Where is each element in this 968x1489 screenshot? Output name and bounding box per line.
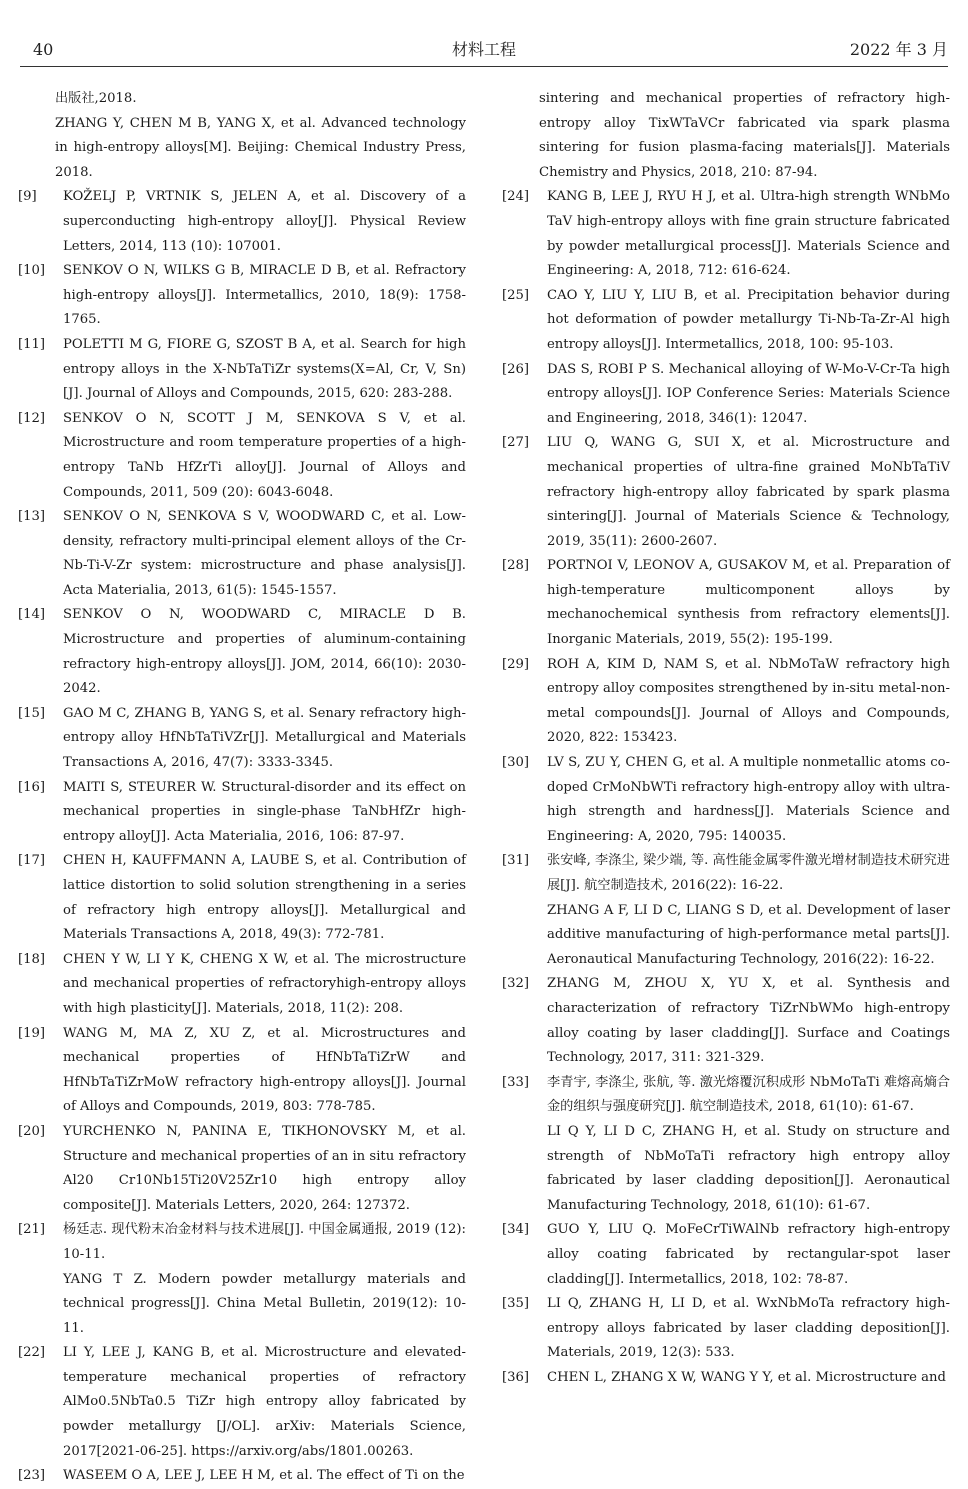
reference-number: [11] <box>18 336 46 352</box>
reference-entry <box>18 185 466 259</box>
reference-text: LI Q, ZHANG H, LI D, et al. WxNbMoTa refractory high-entropy alloys fabricated by laser cladding deposition[J]. Materials, 2019, 12(3): 533. <box>547 1296 950 1361</box>
reference-entry <box>502 284 950 358</box>
reference-text: CHEN Y W, LI Y K, CHENG X W, et al. The microstructure and mechanical properties of refractoryhigh-entropy alloys with high plasticity[J]. Materials, 2018, 11(2): 208. <box>63 951 466 1016</box>
reference-entry <box>502 1218 950 1292</box>
reference-text: SENKOV O N, WILKS G B, MIRACLE D B, et al. Refractory high-entropy alloys[J]. Intermetallics, 2010, 18(9): 1758-1765. <box>63 263 466 328</box>
reference-number: [24] <box>502 189 530 205</box>
reference-number: [36] <box>502 1369 530 1385</box>
reference-number: [32] <box>502 976 530 992</box>
reference-entry <box>502 185 950 283</box>
reference-number: [21] <box>18 1222 46 1238</box>
reference-text: SENKOV O N, WOODWARD C, MIRACLE D B. Microstructure and properties of aluminum-containing refractory high-entropy alloys[J]. JOM, 2014, 66(10): 2030-2042. <box>63 607 466 697</box>
reference-number: [10] <box>18 263 46 279</box>
reference-number: [31] <box>502 853 530 869</box>
reference-number: [9] <box>18 189 37 205</box>
reference-text: 杨廷志. 现代粉末冶金材料与技术进展[J]. 中国金属通报, 2019 (12): 10-11. <box>63 1222 466 1262</box>
reference-entry <box>18 407 466 505</box>
reference-text: LV S, ZU Y, CHEN G, et al. A multiple nonmetallic atoms co-doped CrMoNbWTi refractory high-entropy alloy with ultra-high strength and hardness[J]. Materials Science and Engineering: A, 2020, 795: 140035. <box>547 755 950 844</box>
reference-translation: ZHANG A F, LI D C, LIANG S D, et al. Development of laser additive manufacturing of high-performance metal parts[J]. Aeronautical Manufacturing Technology, 2016(22): 16-22. <box>547 902 950 967</box>
reference-entry <box>18 1022 466 1120</box>
reference-number: [16] <box>18 779 46 795</box>
reference-number: [19] <box>18 1025 46 1041</box>
reference-text: sintering and mechanical properties of refractory high-entropy alloy TixWTaVCr fabricated via spark plasma sintering for fusion plasma-facing materials[J]. Materials Chemistry and Physics, 2018, 210: 87-94. <box>539 91 950 180</box>
reference-number: [28] <box>502 558 530 574</box>
reference-text: LI Y, LEE J, KANG B, et al. Microstructure and elevated-temperature mechanical properties of refractory AlMo0.5NbTa0.5 TiZr high entropy alloy fabricated by powder metallurgy [J/OL]. arXiv: Materials Science, 2017[2021-06-25]. https://arxiv.org/abs/1801.00263. <box>63 1345 466 1459</box>
reference-number: [22] <box>18 1345 46 1361</box>
reference-text: 张安峰, 李涤尘, 梁少端, 等. 高性能金属零件激光增材制造技术研究进展[J]. 航空制造技术, 2016(22): 16-22. <box>547 853 950 893</box>
reference-translation: ZHANG Y, CHEN M B, YANG X, et al. Advanced technology in high-entropy alloys[M]. Beijing: Chemical Industry Press, 2018. <box>55 115 466 180</box>
reference-text: DAS S, ROBI P S. Mechanical alloying of W-Mo-V-Cr-Ta high entropy alloys[J]. IOP Conference Series: Materials Science and Engineering, 2018, 346(1): 12047. <box>547 361 950 426</box>
reference-text: POLETTI M G, FIORE G, SZOST B A, et al. Search for high entropy alloys in the X-NbTaTiZr systems(X=Al, Cr, V, Sn)[J]. Journal of Alloys and Compounds, 2015, 620: 283-288. <box>63 336 466 402</box>
reference-text: LIU Q, WANG G, SUI X, et al. Microstructure and mechanical properties of ultra-fine grained MoNbTaTiV refractory high-entropy alloy fabricated by spark plasma sintering[J]. Journal of Materials Science & Technology, 2019, 35(11): 2600-2607. <box>547 435 950 549</box>
reference-entry <box>18 259 466 333</box>
reference-entry <box>502 1292 950 1366</box>
reference-entry <box>18 702 466 776</box>
reference-entry <box>502 972 950 1070</box>
reference-number: [14] <box>18 607 46 623</box>
reference-text: KOŽELJ P, VRTNIK S, JELEN A, et al. Discovery of a superconducting high-entropy alloy[J]. Physical Review Letters, 2014, 113 (10): 107001. <box>63 189 466 254</box>
reference-entry <box>18 948 466 1022</box>
reference-text: CAO Y, LIU Y, LIU B, et al. Precipitation behavior during hot deformation of powder metallurgy Ti-Nb-Ta-Zr-Al high entropy alloys[J]. Intermetallics, 2018, 100: 95-103. <box>547 287 950 352</box>
reference-number: [25] <box>502 287 530 303</box>
reference-entry <box>502 431 950 554</box>
reference-entry <box>502 1071 950 1219</box>
reference-text: ZHANG M, ZHOU X, YU X, et al. Synthesis and characterization of refractory TiZrNbWMo high-entropy alloy coating by laser cladding[J]. Surface and Coatings Technology, 2017, 311: 321-329. <box>547 976 950 1066</box>
reference-number: [26] <box>502 361 530 377</box>
reference-text: MAITI S, STEURER W. Structural-disorder and its effect on mechanical properties in single-phase TaNbHfZr high-entropy alloy[J]. Acta Materialia, 2016, 106: 87-97. <box>63 779 466 844</box>
reference-entry <box>502 554 950 652</box>
header-rule <box>20 66 948 67</box>
reference-entry <box>502 751 950 849</box>
journal-title: 材料工程 <box>451 40 516 59</box>
reference-number: [15] <box>18 705 46 721</box>
page-number: 40 <box>33 40 54 59</box>
reference-entry <box>18 849 466 947</box>
reference-number: [17] <box>18 853 46 869</box>
reference-text: ROH A, KIM D, NAM S, et al. NbMoTaW refractory high entropy alloy composites strengthened by in-situ metal-non-metal compounds[J]. Journal of Alloys and Compounds, 2020, 822: 153423. <box>547 656 950 746</box>
reference-entry <box>502 849 950 972</box>
reference-text: KANG B, LEE J, RYU H J, et al. Ultra-high strength WNbMo TaV high-entropy alloys with fine grain structure fabricated by powder metallurgical process[J]. Materials Science and Engineering: A, 2018, 712: 616-624. <box>547 189 950 279</box>
reference-number: [23] <box>18 1468 46 1484</box>
reference-entry <box>18 1120 466 1218</box>
reference-number: [35] <box>502 1296 530 1312</box>
reference-number: [18] <box>18 951 46 967</box>
reference-entry <box>502 87 950 185</box>
reference-text: 李青宇, 李涤尘, 张航, 等. 激光熔覆沉积成形 NbMoTaTi 难熔高熵合金的组织与强度研究[J]. 航空制造技术, 2018, 61(10): 61-67. <box>547 1074 950 1115</box>
reference-entry <box>18 603 466 701</box>
reference-entry <box>18 1218 466 1341</box>
reference-text: YURCHENKO N, PANINA E, TIKHONOVSKY M, et al. Structure and mechanical properties of an in situ refractory Al20 Cr10Nb15Ti20V25Zr10 high entropy alloy composite[J]. Materials Letters, 2020, 264: 127372. <box>63 1123 466 1213</box>
reference-translation: YANG T Z. Modern powder metallurgy materials and technical progress[J]. China Metal Bulletin, 2019(12): 10-11. <box>63 1271 466 1336</box>
reference-entry <box>502 1366 950 1391</box>
reference-entry <box>18 87 466 185</box>
reference-text: 出版社,2018. <box>55 91 137 106</box>
reference-text: WANG M, MA Z, XU Z, et al. Microstructures and mechanical properties of HfNbTaTiZrW and HfNbTaTiZrMoW refractory high-entropy alloys[J]. Journal of Alloys and Compounds, 2019, 803: 778-785. <box>63 1025 466 1115</box>
reference-entry <box>18 333 466 407</box>
issue-date: 2022 年 3 月 <box>849 40 948 59</box>
reference-text: CHEN H, KAUFFMANN A, LAUBE S, et al. Contribution of lattice distortion to solid solution strengthening in a series of refractory high entropy alloys[J]. Metallurgical and Materials Transactions A, 2018, 49(3): 772-781. <box>63 853 466 943</box>
reference-number: [29] <box>502 656 530 672</box>
reference-text: WASEEM O A, LEE J, LEE H M, et al. The effect of Ti on the <box>63 1468 465 1484</box>
references-left-column <box>18 87 466 1489</box>
reference-entry <box>18 1464 466 1489</box>
reference-text: SENKOV O N, SENKOVA S V, WOODWARD C, et al. Low-density, refractory multi-principal element alloys of the Cr-Nb-Ti-V-Zr system: microstructure and phase analysis[J]. Acta Materialia, 2013, 61(5): 1545-1557. <box>63 509 466 598</box>
reference-entry <box>18 505 466 603</box>
reference-number: [13] <box>18 509 46 525</box>
reference-number: [12] <box>18 410 46 426</box>
reference-number: [34] <box>502 1222 530 1238</box>
reference-number: [27] <box>502 435 530 451</box>
reference-text: GUO Y, LIU Q. MoFeCrTiWAlNb refractory high-entropy alloy coating fabricated by rectangular-spot laser cladding[J]. Intermetallics, 2018, 102: 78-87. <box>547 1222 950 1287</box>
reference-text: GAO M C, ZHANG B, YANG S, et al. Senary refractory high-entropy alloy HfNbTaTiVZr[J]. Metallurgical and Materials Transactions A, 2016, 47(7): 3333-3345. <box>63 705 466 771</box>
references-right-column <box>502 87 950 1390</box>
reference-entry <box>502 653 950 751</box>
reference-entry <box>502 358 950 432</box>
reference-text: CHEN L, ZHANG X W, WANG Y Y, et al. Microstructure and <box>547 1369 946 1385</box>
reference-text: SENKOV O N, SCOTT J M, SENKOVA S V, et al. Microstructure and room temperature properties of a high-entropy TaNb HfZrTi alloy[J]. Journal of Alloys and Compounds, 2011, 509 (20): 6043-6048. <box>63 410 466 500</box>
reference-number: [20] <box>18 1123 46 1139</box>
reference-number: [30] <box>502 755 530 771</box>
reference-translation: LI Q Y, LI D C, ZHANG H, et al. Study on structure and strength of NbMoTaTi refractory high entropy alloy fabricated by laser cladding deposition[J]. Aeronautical Manufacturing Technology, 2018, 61(10): 61-67. <box>547 1123 950 1213</box>
reference-entry <box>18 1341 466 1464</box>
reference-number: [33] <box>502 1074 530 1090</box>
reference-entry <box>18 776 466 850</box>
reference-text: PORTNOI V, LEONOV A, GUSAKOV M, et al. Preparation of high-temperature multicomponent alloys by mechanochemical synthesis from refractory elements[J]. Inorganic Materials, 2019, 55(2): 195-199. <box>547 558 950 648</box>
